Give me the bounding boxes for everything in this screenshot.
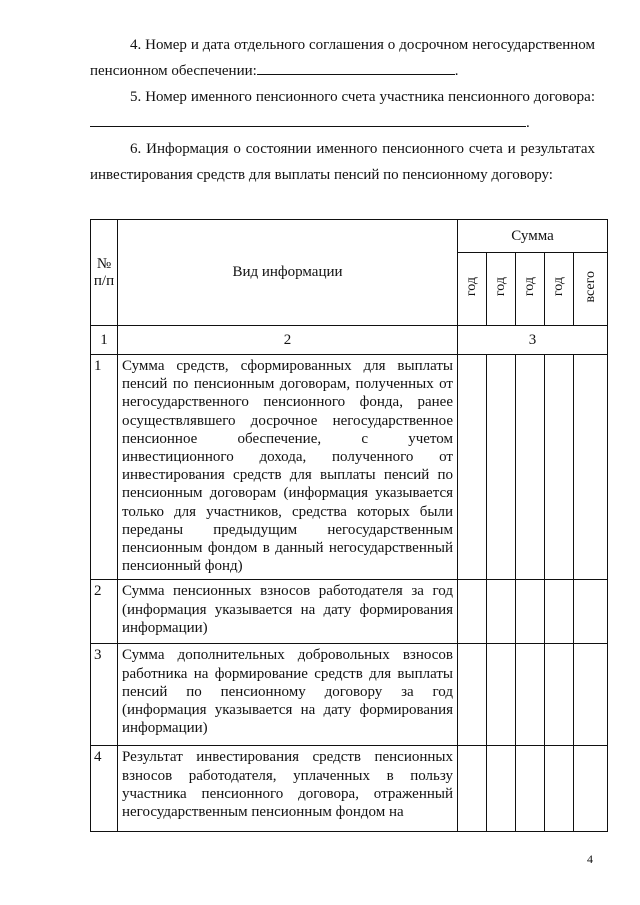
item-4-text: 4. Номер и дата отдельного соглашения о досрочном негосударственном пенсионном обеспечении: — [90, 37, 595, 79]
sum-cell — [516, 644, 545, 746]
sum-cell — [458, 644, 487, 746]
item-5-period: . — [526, 115, 530, 131]
sum-cell — [487, 644, 516, 746]
item-5-fill-line — [90, 112, 526, 127]
header-number: № п/п — [91, 220, 118, 326]
item-6-account-info-heading — [90, 136, 595, 188]
column-number-3: 3 — [458, 326, 608, 355]
row-number: 3 — [91, 644, 118, 746]
row-description: Сумма дополнительных добровольных взносов работника на формирование средств для выплаты пенсий по пенсионному договору за год (информация указывается на дату формирования информации) — [118, 644, 458, 746]
sum-cell — [458, 580, 487, 644]
row-number: 2 — [91, 580, 118, 644]
sum-cell — [574, 355, 608, 580]
sum-cell — [458, 746, 487, 832]
row-description: Сумма средств, сформированных для выплаты пенсий по пенсионным договорам, полученных от негосударственного пенсионного фонда, ранее осуществлявшего досрочное негосударственное пенсионное обеспечение, с учетом инвестиционного дохода, полученного от инвестирования средств для выплаты пенсий по пенсионным договорам (информация указывается только для участников, средства которых были переданы предыдущим негосударственным пенсионным фондом в данный негосударственный пенсионный фонд) — [118, 355, 458, 580]
table-row — [91, 746, 608, 832]
column-number-2: 2 — [118, 326, 458, 355]
sum-cell — [516, 746, 545, 832]
sum-cell — [487, 580, 516, 644]
table-row — [91, 355, 608, 580]
account-info-table — [90, 219, 608, 832]
sum-cell — [545, 580, 574, 644]
sum-cell — [487, 746, 516, 832]
table-row — [91, 644, 608, 746]
row-description: Сумма пенсионных взносов работодателя за год (информация указывается на дату формирования информации) — [118, 580, 458, 644]
year-label: год — [493, 276, 508, 296]
header-year-1 — [458, 253, 487, 326]
sum-cell — [487, 355, 516, 580]
total-label: всего — [582, 270, 598, 303]
header-kind-of-info: Вид информации — [118, 220, 458, 326]
item-4-period: . — [454, 63, 459, 79]
item-5-account-number — [90, 84, 595, 136]
sum-cell — [458, 355, 487, 580]
year-label: год — [522, 276, 537, 296]
row-number: 4 — [91, 746, 118, 832]
page-number: 4 — [587, 852, 593, 866]
header-year-2 — [487, 253, 516, 326]
column-number-1: 1 — [91, 326, 118, 355]
sum-cell — [516, 580, 545, 644]
row-description: Результат инвестирования средств пенсионных взносов работодателя, уплаченных в пользу участника пенсионного договора, отраженный негосударственным пенсионным фондом на — [118, 746, 458, 832]
sum-cell — [574, 644, 608, 746]
sum-cell — [574, 580, 608, 644]
header-year-3 — [516, 253, 545, 326]
header-total — [574, 253, 608, 326]
header-sum: Сумма — [458, 220, 608, 253]
sum-cell — [574, 746, 608, 832]
row-number: 1 — [91, 355, 118, 580]
sum-cell — [545, 644, 574, 746]
item-4-fill-line — [257, 60, 455, 75]
sum-cell — [545, 355, 574, 580]
item-6-text: 6. Информация о состоянии именного пенсионного счета и результатах инвестирования средств для выплаты пенсий по пенсионному договору: — [90, 141, 595, 183]
year-label: год — [464, 276, 479, 296]
item-4-agreement-number — [90, 32, 595, 84]
item-5-text: 5. Номер именного пенсионного счета участника пенсионного договора: — [130, 89, 595, 105]
year-label: год — [551, 276, 566, 296]
sum-cell — [545, 746, 574, 832]
sum-cell — [516, 355, 545, 580]
header-year-4 — [545, 253, 574, 326]
table-row — [91, 580, 608, 644]
